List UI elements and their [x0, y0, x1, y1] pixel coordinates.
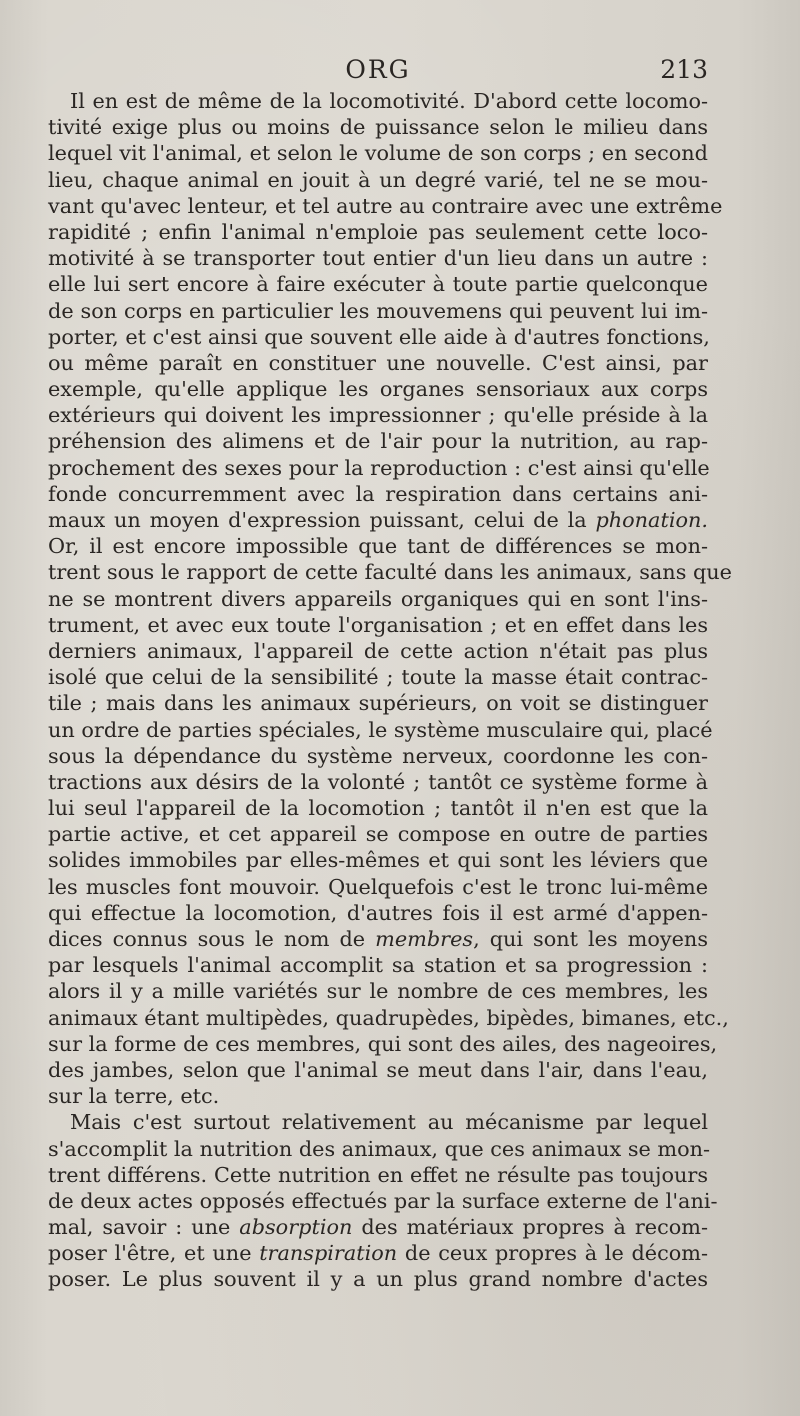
- text-line: motivité à se transporter tout entier d'un lieu dans un autre :: [48, 246, 708, 271]
- text-segment: , qui sont les moyens: [473, 927, 708, 951]
- text-line: partie active, et cet appareil se compose en outre de parties: [48, 822, 708, 847]
- text-line: ne se montrent divers appareils organiques qui en sont l'ins-: [48, 586, 708, 611]
- page-header: [48, 50, 708, 90]
- text-line: sous la dépendance du système nerveux, coordonne les con-: [48, 743, 708, 768]
- text-line: exemple, qu'elle applique les organes sensoriaux aux corps: [48, 377, 708, 402]
- text-line: un ordre de parties spéciales, le système musculaire qui, placé: [48, 717, 713, 742]
- text-line: animaux étant multipèdes, quadrupèdes, bipèdes, bimanes, etc.,: [48, 1005, 729, 1030]
- text-line: des jambes, selon que l'animal se meut dans l'air, dans l'eau,: [48, 1057, 708, 1082]
- text-line: fonde concurremment avec la respiration dans certains ani-: [48, 481, 708, 506]
- text-line: ou même paraît en constituer une nouvelle. C'est ainsi, par: [48, 350, 708, 375]
- text-line: tractions aux désirs de la volonté ; tantôt ce système forme à: [48, 769, 708, 794]
- text-line: trument, et avec eux toute l'organisation ; et en effet dans les: [48, 612, 708, 637]
- text-line: lui seul l'appareil de la locomotion ; tantôt il n'en est que la: [48, 796, 708, 821]
- text-line: lieu, chaque animal en jouit à un degré varié, tel ne se mou-: [48, 167, 708, 192]
- text-line: elle lui sert encore à faire exécuter à toute partie quelconque: [48, 272, 708, 297]
- text-segment: de ceux propres à le décom-: [397, 1241, 708, 1266]
- text-line: préhension des alimens et de l'air pour la nutrition, au rap-: [48, 429, 708, 454]
- text-line: porter, et c'est ainsi que souvent elle aide à d'autres fonctions,: [48, 324, 710, 349]
- text-line: sur la terre, etc.: [48, 1084, 220, 1109]
- text-line: vant qu'avec lenteur, et tel autre au contraire avec une extrême: [48, 193, 723, 218]
- text-line: Or, il est encore impossible que tant de différences se mon-: [48, 534, 708, 559]
- text-line: tile ; mais dans les animaux supérieurs, on voit se distinguer: [48, 691, 708, 716]
- italic-term-membres: membres: [375, 927, 474, 951]
- text-segment: des matériaux propres à recom-: [352, 1215, 708, 1240]
- text-line: s'accomplit la nutrition des animaux, que ces animaux se mon-: [48, 1136, 711, 1161]
- body-text: [48, 88, 732, 1293]
- text-line: alors il y a mille variétés sur le nombre de ces membres, les: [48, 979, 708, 1004]
- text-line: poser. Le plus souvent il y a un plus grand nombre d'actes: [48, 1267, 708, 1292]
- text-line: [48, 1214, 708, 1240]
- text-line: tivité exige plus ou moins de puissance selon le milieu dans: [48, 115, 708, 140]
- italic-term-phonation: phonation.: [595, 508, 708, 532]
- italic-term-absorption: absorption: [239, 1215, 353, 1240]
- italic-term-transpiration: transpiration: [259, 1241, 398, 1266]
- text-line: derniers animaux, l'appareil de cette action n'était pas plus: [48, 638, 708, 663]
- text-line: trent différens. Cette nutrition en effet ne résulte pas toujours: [48, 1162, 708, 1187]
- text-line: lequel vit l'animal, et selon le volume de son corps ; en second: [48, 141, 708, 166]
- text-segment: poser l'être, et une: [48, 1241, 260, 1266]
- text-line: qui effectue la locomotion, d'autres fois il est armé d'appen-: [48, 900, 708, 925]
- text-line: prochement des sexes pour la reproduction : c'est ainsi qu'elle: [48, 455, 710, 480]
- text-line: [48, 1240, 708, 1266]
- text-line: [48, 507, 708, 533]
- text-line: de son corps en particulier les mouvemens qui peuvent lui im-: [48, 298, 708, 323]
- text-line: sur la forme de ces membres, qui sont des ailes, des nageoires,: [48, 1031, 718, 1056]
- text-line: solides immobiles par elles-mêmes et qui sont les léviers que: [48, 848, 708, 873]
- text-segment: maux un moyen d'expression puissant, celui de la: [48, 508, 596, 532]
- text-line: extérieurs qui doivent les impressionner ; qu'elle préside à la: [48, 403, 708, 428]
- text-line: [48, 926, 708, 952]
- text-line: trent sous le rapport de cette faculté dans les animaux, sans que: [48, 560, 732, 585]
- text-line: isolé que celui de la sensibilité ; toute la masse était contrac-: [48, 665, 708, 690]
- text-line: les muscles font mouvoir. Quelquefois c'est le tronc lui-même: [48, 874, 708, 899]
- running-head: ORG: [345, 55, 411, 84]
- text-line: Mais c'est surtout relativement au mécanisme par lequel: [70, 1110, 708, 1135]
- text-line: par lesquels l'animal accomplit sa station et sa progression :: [48, 953, 708, 978]
- text-line: de deux actes opposés effectués par la surface externe de l'ani-: [48, 1188, 718, 1213]
- text-line: Il en est de même de la locomotivité. D'abord cette locomo-: [70, 89, 708, 113]
- text-line: rapidité ; enfin l'animal n'emploie pas seulement cette loco-: [48, 219, 708, 244]
- text-segment: dices connus sous le nom de: [48, 927, 376, 951]
- text-segment: mal, savoir : une: [48, 1215, 240, 1240]
- page-number: 213: [660, 55, 708, 84]
